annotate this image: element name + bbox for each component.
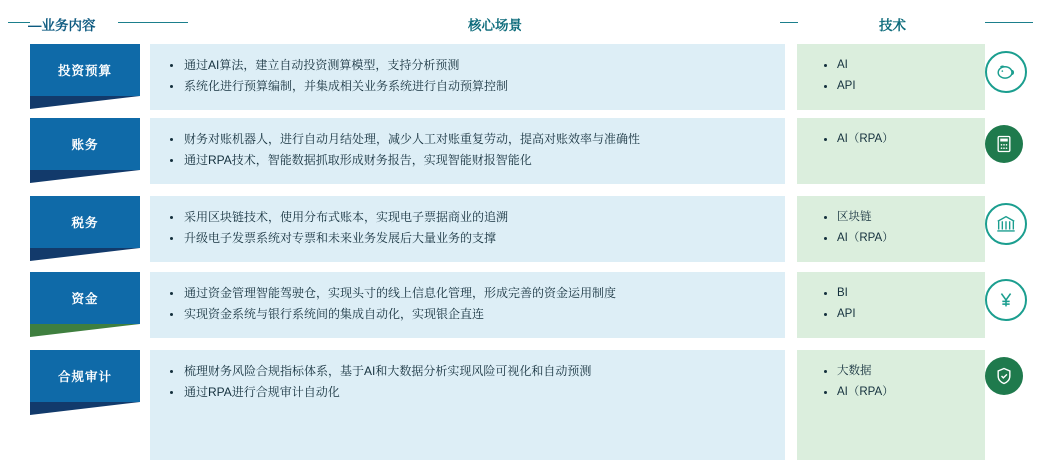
tech-item: API <box>837 76 985 97</box>
business-tab[interactable] <box>30 44 140 96</box>
header-rule-3 <box>985 22 1033 23</box>
tech-item: API <box>837 304 985 325</box>
business-tab-label: 投资预算 <box>57 64 112 78</box>
scenario-list <box>150 272 785 325</box>
scenario-panel-tail <box>150 416 785 460</box>
scenario-list <box>150 118 785 171</box>
row-icon <box>985 51 1023 89</box>
tech-panel <box>797 272 985 338</box>
yuan-currency-icon <box>985 279 1027 321</box>
business-tab-label: 合规审计 <box>57 370 112 384</box>
scenario-list <box>150 196 785 249</box>
scenario-panel <box>150 44 785 110</box>
header-core-label: 核心场景 <box>468 18 522 33</box>
tech-list <box>797 196 985 249</box>
header-business-label: —业务内容 <box>28 18 96 33</box>
tech-list <box>797 272 985 325</box>
row-icon <box>985 357 1023 395</box>
scenario-item: 梳理财务风险合规指标体系，基于AI和大数据分析实现风险可视化和自动预测 <box>184 361 785 382</box>
calculator-icon <box>985 125 1023 163</box>
tab-notch <box>30 96 140 109</box>
tech-panel <box>797 196 985 262</box>
scenario-item: 财务对账机器人，进行自动月结处理，减少人工对账重复劳动，提高对账效率与准确性 <box>184 129 785 150</box>
tab-notch <box>30 248 140 261</box>
scenario-panel <box>150 350 785 416</box>
tech-list <box>797 44 985 97</box>
tech-panel <box>797 350 985 416</box>
tech-list <box>797 350 985 403</box>
diagram-row <box>0 196 1043 266</box>
scenario-list <box>150 44 785 97</box>
tech-item: AI（RPA） <box>837 129 985 150</box>
scenario-panel <box>150 118 785 184</box>
scenario-item: 通过资金管理智能驾驶仓，实现头寸的线上信息化管理，形成完善的资金运用制度 <box>184 283 785 304</box>
scenario-item: 通过RPA技术，智能数据抓取形成财务报告，实现智能财报智能化 <box>184 150 785 171</box>
scenario-item: 通过RPA进行合规审计自动化 <box>184 382 785 403</box>
tech-item: 区块链 <box>837 207 985 228</box>
business-tab[interactable] <box>30 196 140 248</box>
business-tab-label: 资金 <box>71 292 99 306</box>
business-tab[interactable] <box>30 350 140 402</box>
tech-item: AI（RPA） <box>837 228 985 249</box>
diagram-header <box>0 0 1043 44</box>
header-rule-left <box>8 22 30 23</box>
row-icon <box>985 279 1023 317</box>
header-rule-2 <box>780 22 798 23</box>
scenario-item: 采用区块链技术，使用分布式账本，实现电子票据商业的追溯 <box>184 207 785 228</box>
diagram-row <box>0 272 1043 342</box>
diagram-row <box>0 350 1043 420</box>
scenario-list <box>150 350 785 403</box>
scenario-item: 实现资金系统与银行系统间的集成自动化，实现银企直连 <box>184 304 785 325</box>
tech-panel <box>797 44 985 110</box>
scenario-item: 升级电子发票系统对专票和未来业务发展后大量业务的支撑 <box>184 228 785 249</box>
tab-notch <box>30 402 140 415</box>
header-rule-1 <box>118 22 188 23</box>
tech-item: AI <box>837 55 985 76</box>
scenario-item: 通过AI算法，建立自动投资测算模型，支持分析预测 <box>184 55 785 76</box>
scenario-panel <box>150 196 785 262</box>
tech-item: BI <box>837 283 985 304</box>
business-tab[interactable] <box>30 272 140 324</box>
bank-icon <box>985 203 1027 245</box>
tab-notch <box>30 170 140 183</box>
row-icon <box>985 203 1023 241</box>
tech-panel <box>797 118 985 184</box>
business-tab-label: 税务 <box>71 216 99 230</box>
scenario-item: 系统化进行预算编制，并集成相关业务系统进行自动预算控制 <box>184 76 785 97</box>
tab-notch <box>30 324 140 337</box>
tech-item: AI（RPA） <box>837 382 985 403</box>
header-tech-label: 技术 <box>879 18 906 33</box>
diagram-row <box>0 118 1043 188</box>
business-tab-label: 账务 <box>71 138 99 152</box>
scenario-panel <box>150 272 785 338</box>
business-tab[interactable] <box>30 118 140 170</box>
diagram-row <box>0 44 1043 114</box>
tech-list <box>797 118 985 150</box>
piggy-bank-icon <box>985 51 1027 93</box>
row-icon <box>985 125 1023 163</box>
tech-panel-tail <box>797 416 985 460</box>
tech-item: 大数据 <box>837 361 985 382</box>
shield-check-icon <box>985 357 1023 395</box>
